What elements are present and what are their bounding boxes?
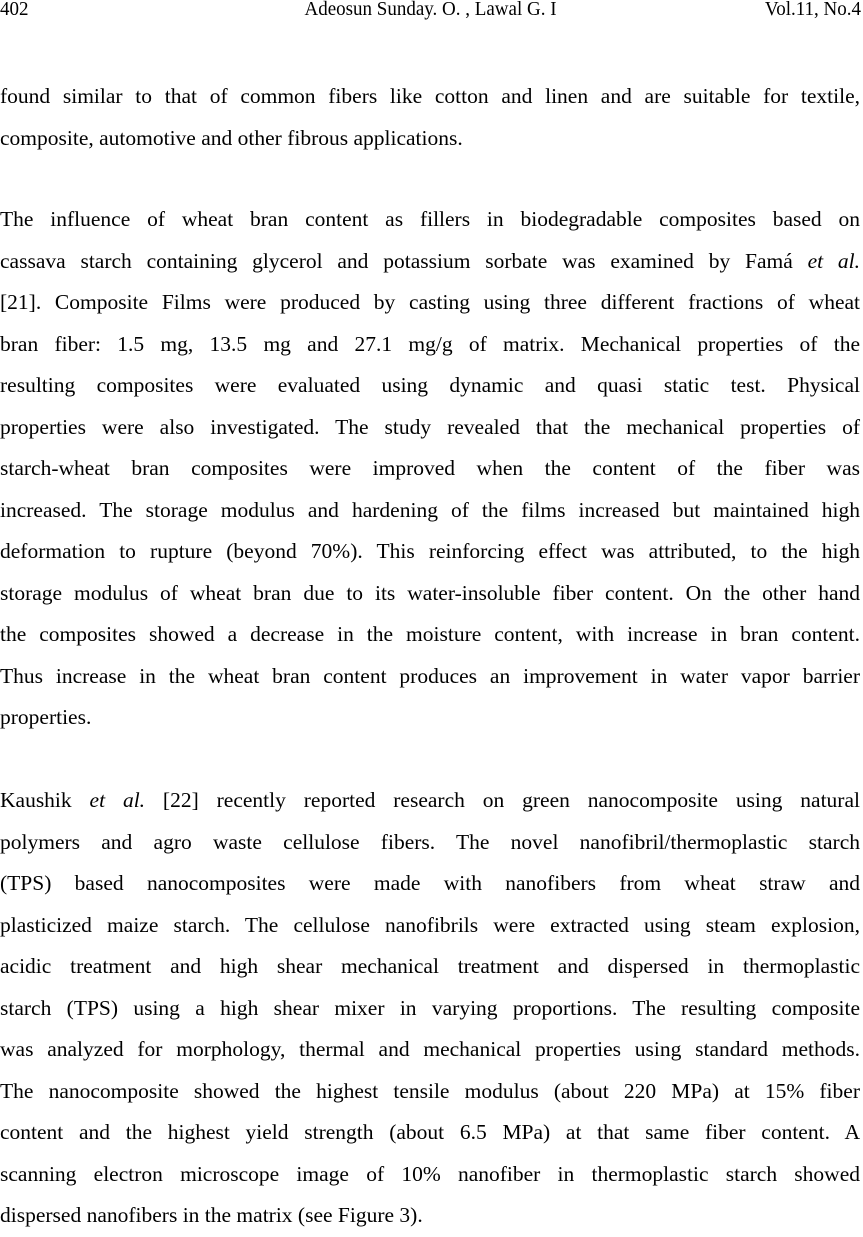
text-line [0, 241, 860, 283]
text-line [0, 863, 860, 905]
text-segment: was analyzed for morphology, thermal and mechanical properties using standard methods. [0, 1037, 860, 1061]
text-line [0, 1029, 860, 1071]
paragraph-3 [0, 780, 860, 1237]
text-line [0, 946, 860, 988]
text-segment: Kaushik [0, 788, 90, 812]
text-segment: (TPS) based nanocomposites were made with nanofibers from wheat straw and [0, 871, 860, 895]
text-segment: polymers and agro waste cellulose fibers. The novel nanofibril/thermoplastic starch [0, 829, 860, 854]
text-line [0, 324, 860, 366]
text-line [0, 531, 860, 573]
text-line [0, 448, 860, 490]
text-segment: Thus increase in the wheat bran content produces an improvement in water vapor barrier [0, 663, 860, 688]
text-segment: properties were also investigated. The study revealed that the mechanical properties of [0, 414, 860, 439]
text-segment: storage modulus of wheat bran due to its water-insoluble fiber content. On the other hand [0, 580, 860, 605]
text-line [0, 118, 860, 160]
text-segment: found similar to that of common fibers like cotton and linen and are suitable for textile, [0, 84, 860, 108]
text-segment: [21]. Composite Films were produced by casting using three different fractions of wheat [0, 290, 860, 314]
text-segment: the composites showed a decrease in the moisture content, with increase in bran content. [0, 622, 860, 646]
text-line [0, 490, 860, 532]
text-segment: cassava starch containing glycerol and potassium sorbate was examined by Famá [0, 248, 808, 273]
text-segment: deformation to rupture (beyond 70%). This reinforcing effect was attributed, to the high [0, 539, 860, 563]
text-segment: increased. The storage modulus and hardening of the films increased but maintained high [0, 497, 860, 522]
text-line [0, 573, 860, 615]
text-segment: scanning electron microscope image of 10% nanofiber in thermoplastic starch showed [0, 1161, 860, 1186]
text-line [0, 76, 860, 118]
header-authors: Adeosun Sunday. O. , Lawal G. I [304, 0, 557, 21]
text-segment: [22] recently reported research on green nanocomposite using natural [145, 788, 860, 812]
text-segment: content and the highest yield strength (about 6.5 MPa) at that same fiber content. A [0, 1120, 860, 1144]
text-segment: resulting composites were evaluated using dynamic and quasi static test. Physical [0, 373, 860, 397]
text-segment: starch-wheat bran composites were improved when the content of the fiber was [0, 456, 860, 480]
text-line [0, 905, 860, 947]
paragraph-2 [0, 199, 860, 739]
running-header [0, 0, 861, 20]
text-line [0, 1112, 860, 1154]
italic-text: et al. [807, 248, 860, 273]
text-line [0, 282, 860, 324]
text-segment: The influence of wheat bran content as fillers in biodegradable composites based on [0, 207, 860, 231]
text-line [0, 614, 860, 656]
text-segment: plasticized maize starch. The cellulose nanofibrils were extracted using steam explosion, [0, 912, 860, 937]
text-segment: The nanocomposite showed the highest tensile modulus (about 220 MPa) at 15% fiber [0, 1078, 860, 1103]
text-segment: bran fiber: 1.5 mg, 13.5 mg and 27.1 mg/g of matrix. Mechanical properties of the [0, 331, 860, 356]
text-line [0, 407, 860, 449]
text-segment: dispersed nanofibers in the matrix (see Figure 3). [0, 1203, 423, 1227]
text-line [0, 1154, 860, 1196]
text-line [0, 656, 860, 698]
text-line [0, 988, 860, 1030]
text-line [0, 697, 860, 739]
text-segment: composite, automotive and other fibrous applications. [0, 125, 463, 150]
text-line [0, 822, 860, 864]
text-line [0, 199, 860, 241]
text-line [0, 780, 860, 822]
text-line [0, 1195, 860, 1237]
italic-text: et al. [89, 788, 146, 812]
paragraph-1 [0, 76, 860, 159]
text-line [0, 365, 860, 407]
header-volume: Vol.11, No.4 [764, 0, 861, 21]
text-line [0, 1071, 860, 1113]
text-segment: acidic treatment and high shear mechanical treatment and dispersed in thermoplastic [0, 954, 860, 978]
text-segment: starch (TPS) using a high shear mixer in varying proportions. The resulting composite [0, 995, 860, 1020]
text-segment: properties. [0, 705, 92, 729]
page-number: 402 [0, 0, 29, 21]
